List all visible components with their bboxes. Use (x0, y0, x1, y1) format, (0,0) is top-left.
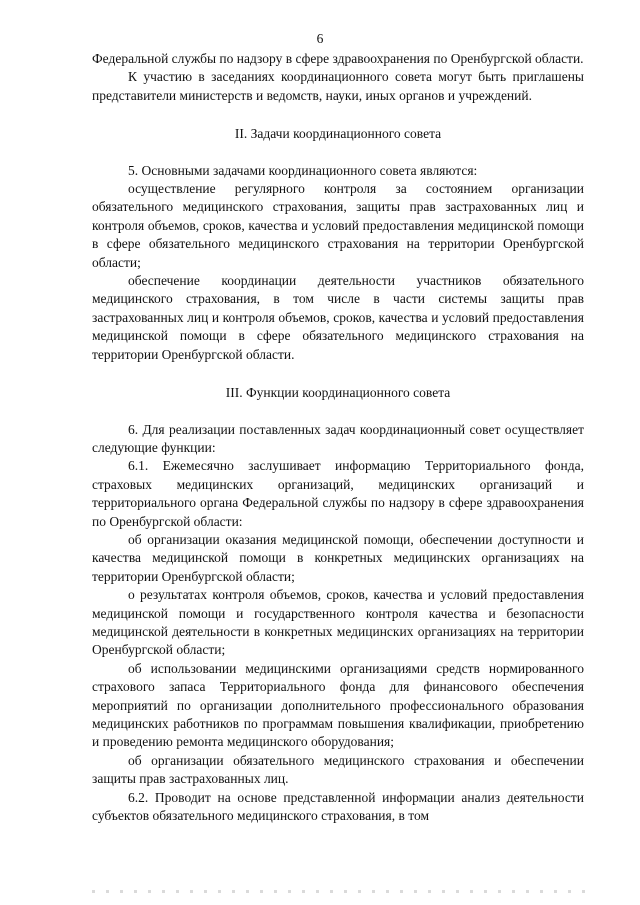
paragraph: обеспечение координации деятельности участников обязательного медицинского страхования, в том числе в части системы защиты прав застрахованных лиц и контроля объемов, сроков, качества и условий предоставления медицинской помощи в сфере обязательного медицинского страхования на территории Оренбургской области. (92, 273, 584, 362)
scan-artifact-line (92, 890, 592, 893)
section-heading: III. Функции координационного совета (225, 385, 451, 401)
paragraph: Федеральной службы по надзору в сфере здравоохранения по Оренбургской области. (92, 51, 584, 66)
paragraph: осуществление регулярного контроля за состоянием организации обязательного медицинского страхования, защиты прав застрахованных лиц и контроля объемов, сроков, качества и условий предоставления медицинской помощи в сфере обязательного медицинского страхования на территории Оренбургской области; (92, 181, 584, 270)
section-heading: II. Задачи координационного совета (234, 126, 442, 142)
paragraph: об использовании медицинскими организациями средств нормированного страхового запаса Территориального фонда для финансового обеспечения мероприятий по организации дополнительного профессионального образования медицинских работников по программам повышения квалификации, приобретению и проведению ремонта медицинского оборудования; (92, 660, 584, 750)
paragraph: об организации обязательного медицинского страхования и обеспечении защиты прав застрахованных лиц. (92, 752, 584, 787)
paragraph: 6.1. Ежемесячно заслушивает информацию Территориального фонда, страховых медицинских организаций, медицинских организаций и территориального органа Федеральной службы по надзору в сфере здравоохранения по Оренбургской области: (92, 458, 584, 529)
paragraph: об организации оказания медицинской помощи, обеспечении доступности и качества медицинской помощи в конкретных медицинских организациях на территории Оренбургской области; (92, 531, 584, 584)
paragraph: 6. Для реализации поставленных задач координационный совет осуществляет следующие функции: (92, 421, 584, 455)
paragraph: о результатах контроля объемов, сроков, качества и условий предоставления медицинской помощи и государственного контроля качества и безопасности медицинской деятельности в конкретных медицинских организациях на территории Оренбургской области; (92, 587, 584, 658)
paragraph: 6.2. Проводит на основе представленной информации анализ деятельности субъектов обязательного медицинского страхования, в том (92, 789, 584, 824)
page-number: 6 (316, 31, 324, 46)
paragraph: 5. Основными задачами координационного совета являются: (128, 162, 478, 178)
paragraph: К участию в заседаниях координационного совета могут быть приглашены представители министерств и ведомств, науки, иных органов и учреждений. (92, 69, 584, 103)
document-body (92, 50, 584, 825)
